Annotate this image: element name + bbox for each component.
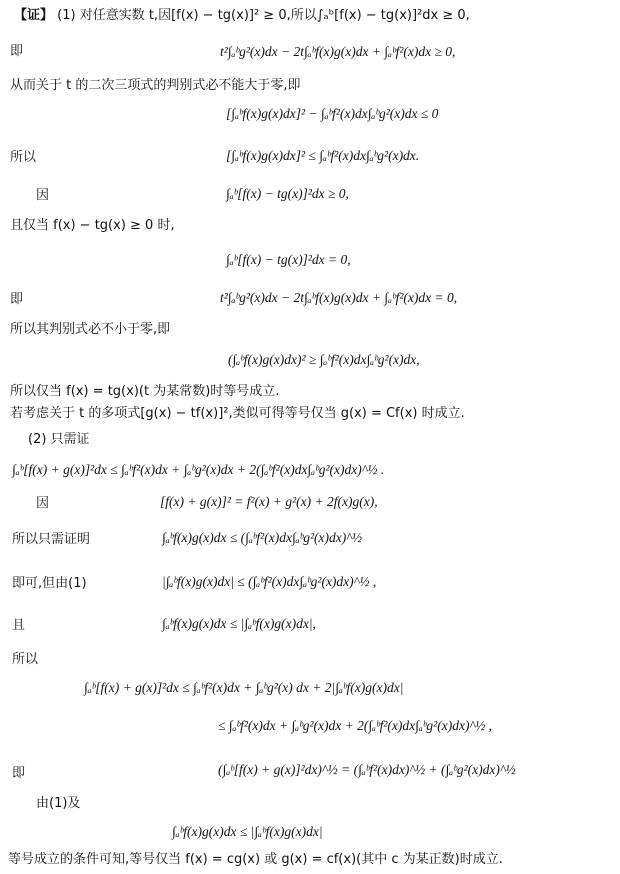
consider-text: 若考虑关于 t 的多项式[g(x) − tf(x)]²,类似可得等号仅当 g(x) = Cf(x) 时成立.: [10, 406, 465, 421]
qie-label: 且: [12, 618, 26, 633]
suoyi-label-2: 所以: [12, 652, 39, 667]
ji-label-3: 即: [12, 766, 26, 781]
suoyi-label-1: 所以: [10, 150, 37, 165]
equation-10: ∫ₐᵇf(x)g(x)dx ≤ (∫ₐᵇf²(x)dx∫ₐᵇg²(x)dx)^½: [162, 530, 363, 545]
equation-5: ∫ₐᵇ[f(x) − tg(x)]²dx = 0,: [226, 252, 351, 267]
discriminant-2-text: 所以其判别式必不小于零,即: [10, 322, 171, 337]
equality-text: 所以仅当 f(x) = tg(x)(t 为某常数)时等号成立.: [10, 384, 280, 399]
equation-15: (∫ₐᵇ[f(x) + g(x)]²dx)^½ = (∫ₐᵇf²(x)dx)^½ + (∫ₐᵇg²(x)dx)^½: [218, 762, 516, 777]
ji-label-1: 即: [10, 44, 24, 59]
equation-9: [f(x) + g(x)]² = f²(x) + g²(x) + 2f(x)g(x),: [160, 494, 378, 509]
but-label: 即可,但由(1): [12, 576, 87, 591]
equation-14: ≤ ∫ₐᵇf²(x)dx + ∫ₐᵇg²(x)dx + 2(∫ₐᵇf²(x)dx∫ₐᵇg²(x)dx)^½ ,: [218, 718, 493, 733]
equation-11: |∫ₐᵇf(x)g(x)dx| ≤ (∫ₐᵇf²(x)dx∫ₐᵇg²(x)dx)^½ ,: [162, 574, 377, 589]
ji-label-2: 即: [10, 292, 24, 307]
discriminant-text: 从而关于 t 的二次三项式的判别式必不能大于零,即: [10, 78, 301, 93]
part2-intro: (2) 只需证: [28, 432, 90, 447]
equation-12: ∫ₐᵇf(x)g(x)dx ≤ |∫ₐᵇf(x)g(x)dx|,: [162, 616, 316, 631]
equation-1: t²∫ₐᵇg²(x)dx − 2t∫ₐᵇf(x)g(x)dx + ∫ₐᵇf²(x)dx ≥ 0,: [220, 44, 456, 59]
equation-4: ∫ₐᵇ[f(x) − tg(x)]²dx ≥ 0,: [226, 186, 349, 201]
equation-8: ∫ₐᵇ[f(x) + g(x)]²dx ≤ ∫ₐᵇf²(x)dx + ∫ₐᵇg²(x)dx + 2(∫ₐᵇf²(x)dx∫ₐᵇg²(x)dx)^½ .: [12, 462, 385, 477]
equation-7: (∫ₐᵇf(x)g(x)dx)² ≥ ∫ₐᵇf²(x)dx∫ₐᵇg²(x)dx,: [228, 352, 420, 367]
condition-text: 且仅当 f(x) − tg(x) ≥ 0 时,: [10, 218, 175, 233]
from-label: 由(1)及: [36, 796, 81, 811]
proof-header: 【证】: [14, 8, 54, 23]
part1-intro: (1) 对任意实数 t,因[f(x) − tg(x)]² ≥ 0,所以∫ₐᵇ[f(x) − tg(x)]²dx ≥ 0,: [57, 8, 470, 23]
equation-13: ∫ₐᵇ[f(x) + g(x)]²dx ≤ ∫ₐᵇf²(x)dx + ∫ₐᵇg²(x) dx + 2|∫ₐᵇf(x)g(x)dx|: [84, 680, 404, 695]
conclusion-text: 等号成立的条件可知,等号仅当 f(x) = cg(x) 或 g(x) = cf(x)(其中 c 为某正数)时成立.: [8, 852, 503, 867]
yin-label-1: 因: [36, 188, 50, 203]
yin-label-2: 因: [36, 496, 50, 511]
equation-6: t²∫ₐᵇg²(x)dx − 2t∫ₐᵇf(x)g(x)dx + ∫ₐᵇf²(x)dx = 0,: [220, 290, 458, 305]
equation-2: [∫ₐᵇf(x)g(x)dx]² − ∫ₐᵇf²(x)dx∫ₐᵇg²(x)dx ≤ 0: [226, 106, 439, 121]
equation-3: [∫ₐᵇf(x)g(x)dx]² ≤ ∫ₐᵇf²(x)dx∫ₐᵇg²(x)dx.: [226, 148, 420, 163]
need-prove-label: 所以只需证明: [12, 532, 91, 547]
proof-intro-line: [14, 8, 470, 24]
equation-16: ∫ₐᵇf(x)g(x)dx ≤ |∫ₐᵇf(x)g(x)dx|: [172, 824, 323, 839]
